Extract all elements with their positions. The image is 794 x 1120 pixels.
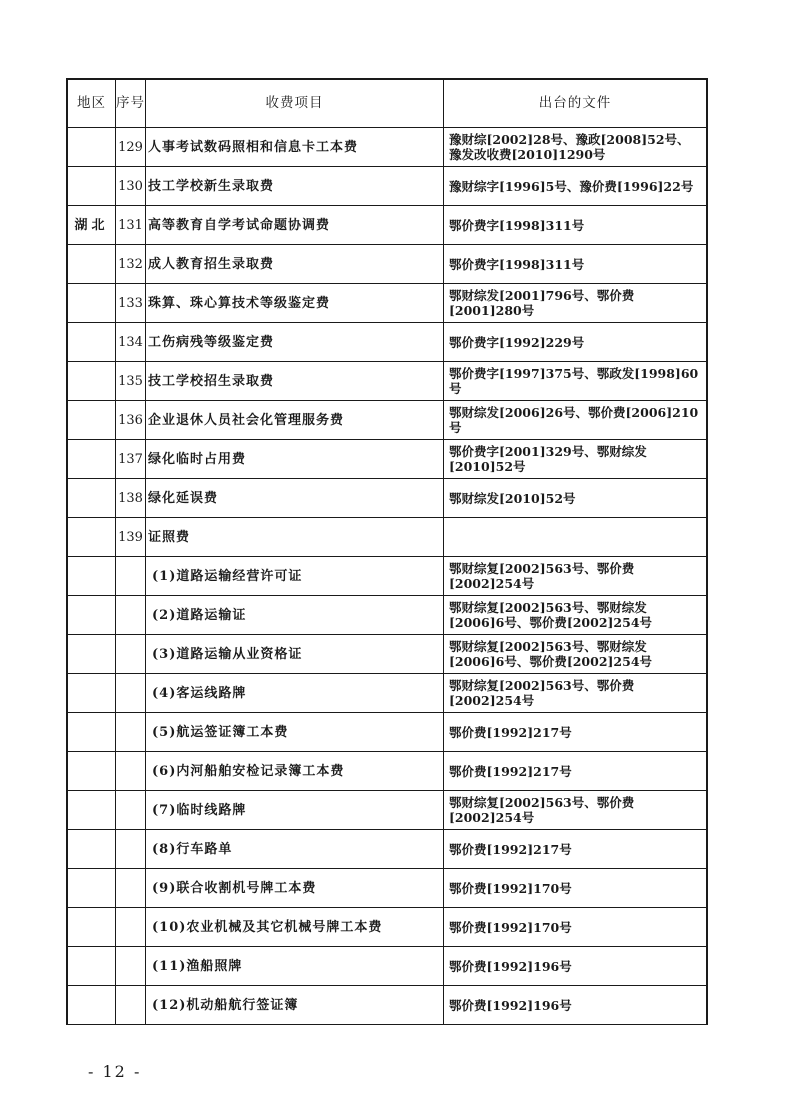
cell-doc: 鄂财综复[2002]563号、鄂价费[2002]254号 [449, 561, 635, 591]
table-body [68, 128, 706, 1025]
cell-doc: 鄂财综发[2010]52号 [449, 490, 576, 506]
cell-seq: 136 [116, 401, 146, 439]
cell-item: (7)临时线路牌 [146, 791, 444, 829]
cell-seq [116, 791, 146, 829]
cell-doc [444, 518, 706, 556]
cell-region [68, 791, 116, 829]
table-row [68, 128, 706, 167]
cell-seq [116, 713, 146, 751]
cell-seq [116, 947, 146, 985]
cell-item: (9)联合收割机号牌工本费 [146, 869, 444, 907]
header-region: 地区 [68, 80, 116, 127]
table-row [68, 323, 706, 362]
cell-doc: 鄂价费字[1997]375号、鄂政发[1998]60号 [449, 366, 699, 396]
cell-item: (3)道路运输从业资格证 [146, 635, 444, 673]
cell-region [68, 440, 116, 478]
table-row [68, 752, 706, 791]
cell-doc: 鄂价费字[1992]229号 [449, 334, 585, 350]
cell-region [68, 479, 116, 517]
cell-item: (5)航运签证簿工本费 [146, 713, 444, 751]
cell-doc: 豫财综字[1996]5号、豫价费[1996]22号 [449, 178, 694, 194]
table-row [68, 674, 706, 713]
table-row [68, 908, 706, 947]
cell-region [68, 713, 116, 751]
table-row [68, 362, 706, 401]
header-seq: 序号 [116, 80, 146, 127]
cell-doc: 鄂价费[1992]217号 [449, 841, 572, 857]
table-row [68, 947, 706, 986]
cell-region [68, 167, 116, 205]
cell-seq [116, 596, 146, 634]
cell-seq: 134 [116, 323, 146, 361]
cell-doc: 鄂财综复[2002]563号、鄂财综发[2006]6号、鄂价费[2002]254号 [449, 639, 653, 669]
cell-doc: 鄂价费[1992]170号 [449, 919, 572, 935]
cell-seq: 132 [116, 245, 146, 283]
cell-item: 证照费 [146, 518, 444, 556]
cell-seq [116, 557, 146, 595]
cell-item: (6)内河船舶安检记录簿工本费 [146, 752, 444, 790]
cell-seq [116, 752, 146, 790]
cell-item: 绿化延误费 [146, 479, 444, 517]
cell-item: (8)行车路单 [146, 830, 444, 868]
cell-doc: 鄂财综发[2001]796号、鄂价费[2001]280号 [449, 288, 635, 318]
cell-region [68, 986, 116, 1024]
cell-seq: 138 [116, 479, 146, 517]
cell-seq: 139 [116, 518, 146, 556]
table-row [68, 869, 706, 908]
cell-doc: 豫财综[2002]28号、豫政[2008]52号、豫发改收费[2010]1290号 [449, 132, 690, 162]
table-row [68, 206, 706, 245]
cell-region [68, 596, 116, 634]
cell-doc: 鄂财综复[2002]563号、鄂价费[2002]254号 [449, 678, 635, 708]
table-row [68, 596, 706, 635]
cell-seq: 130 [116, 167, 146, 205]
cell-doc: 鄂价费[1992]196号 [449, 958, 572, 974]
cell-seq [116, 635, 146, 673]
cell-region [68, 362, 116, 400]
table-row [68, 518, 706, 557]
table-row [68, 167, 706, 206]
header-item: 收费项目 [146, 80, 444, 127]
page-number: - 12 - [88, 1062, 142, 1081]
cell-region [68, 323, 116, 361]
cell-item: 技工学校新生录取费 [146, 167, 444, 205]
cell-doc: 鄂财综复[2002]563号、鄂价费[2002]254号 [449, 795, 635, 825]
cell-region [68, 284, 116, 322]
cell-region [68, 752, 116, 790]
cell-item: (1)道路运输经营许可证 [146, 557, 444, 595]
table-row [68, 791, 706, 830]
cell-seq [116, 674, 146, 712]
table-row [68, 284, 706, 323]
cell-doc: 鄂价费字[1998]311号 [449, 256, 585, 272]
cell-doc: 鄂财综发[2006]26号、鄂价费[2006]210号 [449, 405, 699, 435]
table-row [68, 479, 706, 518]
cell-region [68, 869, 116, 907]
cell-seq [116, 869, 146, 907]
cell-item: 企业退休人员社会化管理服务费 [146, 401, 444, 439]
cell-region [68, 245, 116, 283]
cell-item: 工伤病残等级鉴定费 [146, 323, 444, 361]
cell-seq: 131 [116, 206, 146, 244]
cell-item: (11)渔船照牌 [146, 947, 444, 985]
table-row [68, 401, 706, 440]
cell-doc: 鄂价费[1992]217号 [449, 763, 572, 779]
table-row [68, 557, 706, 596]
cell-doc: 鄂价费字[1998]311号 [449, 217, 585, 233]
cell-item: 技工学校招生录取费 [146, 362, 444, 400]
cell-region [68, 128, 116, 166]
cell-doc: 鄂价费[1992]170号 [449, 880, 572, 896]
cell-region: 湖北 [68, 206, 116, 244]
header-doc: 出台的文件 [538, 95, 612, 111]
fee-table [66, 78, 708, 1025]
cell-seq [116, 986, 146, 1024]
cell-seq [116, 830, 146, 868]
cell-seq: 133 [116, 284, 146, 322]
cell-region [68, 401, 116, 439]
cell-item: (4)客运线路牌 [146, 674, 444, 712]
table-header-row [68, 80, 706, 128]
cell-region [68, 830, 116, 868]
cell-seq [116, 908, 146, 946]
cell-item: 绿化临时占用费 [146, 440, 444, 478]
table-row [68, 713, 706, 752]
cell-item: 人事考试数码照相和信息卡工本费 [146, 128, 444, 166]
cell-region [68, 635, 116, 673]
cell-doc: 鄂价费[1992]196号 [449, 997, 572, 1013]
cell-item: 高等教育自学考试命题协调费 [146, 206, 444, 244]
cell-item: (2)道路运输证 [146, 596, 444, 634]
cell-item: 成人教育招生录取费 [146, 245, 444, 283]
cell-region [68, 557, 116, 595]
table-row [68, 245, 706, 284]
cell-item: (12)机动船航行签证簿 [146, 986, 444, 1024]
cell-doc: 鄂价费[1992]217号 [449, 724, 572, 740]
cell-region [68, 674, 116, 712]
cell-seq: 135 [116, 362, 146, 400]
cell-region [68, 908, 116, 946]
table-row [68, 986, 706, 1025]
cell-doc: 鄂财综复[2002]563号、鄂财综发[2006]6号、鄂价费[2002]254号 [449, 600, 653, 630]
cell-region [68, 947, 116, 985]
table-row [68, 440, 706, 479]
cell-doc: 鄂价费字[2001]329号、鄂财综发[2010]52号 [449, 444, 647, 474]
cell-seq: 129 [116, 128, 146, 166]
table-row [68, 830, 706, 869]
cell-item: 珠算、珠心算技术等级鉴定费 [146, 284, 444, 322]
cell-item: (10)农业机械及其它机械号牌工本费 [146, 908, 444, 946]
table-row [68, 635, 706, 674]
cell-region [68, 518, 116, 556]
cell-seq: 137 [116, 440, 146, 478]
